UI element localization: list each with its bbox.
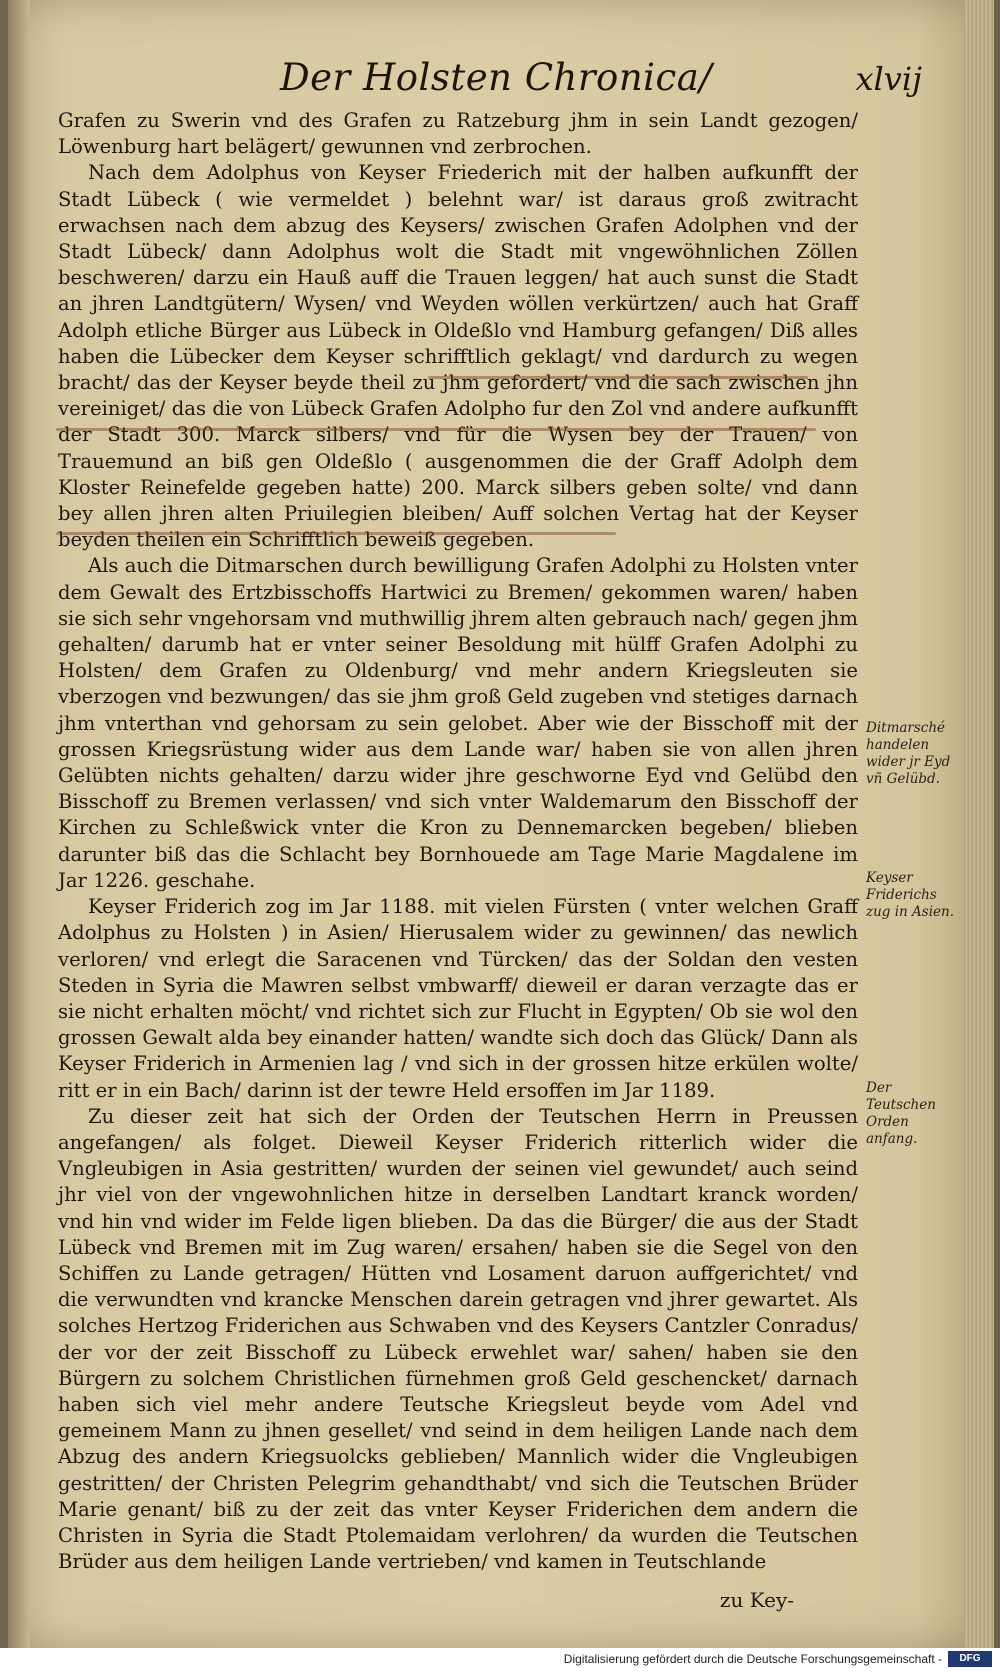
page-header [8,38,994,98]
ink-underline [56,428,816,431]
paragraph: Keyser Friderich zog im Jar 1188. mit vielen Fürsten ( vnter welchen Graff Adolphus zu Holsten ) in Asien/ Hierusalem wider zu gewinnen/ das newlich verloren/ vnd erlegt die Saracenen vnd Türcken/ das der Soldan den vesten Steden in Syria die Mawren selbst vmbwarff/ dieweil er daran verzagte das er sie nicht erhalten möcht/ vnd richtet sich zur Flucht in Egypten/ Ob sie wol den grossen Gewalt alda bey einander hatten/ wandte sich doch das Glück/ Dann als Keyser Friderich in Armenien lag / vnd sich in der grossen hitze erkülen wolte/ ritt er in ein Bach/ darinn ist der tewre Held ersoffen im Jar 1189. [58,895,858,1102]
page-gutter [8,0,30,1648]
paragraph: Grafen zu Swerin vnd des Grafen zu Ratzeburg jhm in sein Landt gezogen/ Löwenburg hart belägert/ gewunnen vnd zerbrochen. [58,109,858,159]
running-title: Der Holsten Chronica/ [280,56,713,99]
page-edges [964,0,994,1648]
dfg-logo: DFG [948,1651,992,1667]
ink-underline [56,532,616,535]
margin-note-kaiser-zug: Keyser Friderichs zug in Asien. [866,870,955,920]
paragraph: Als auch die Ditmarschen durch bewilligung Grafen Adolphi zu Holsten vnter dem Gewalt des Ertzbisschoffs Hartwici zu Bremen/ gekommen waren/ haben sie sich sehr vngehorsam vnd muthwillig jhrem alten gebrauch nach/ gegen jhm gehalten/ darumb hat er vnter seiner Besoldung mit hülff Grafen Adolphi zu Holsten/ dem Grafen zu Oldenburg/ vnd mehr andern Kriegsleuten sie vberzogen vnd bezwungen/ das sie jhm groß Geld zugeben vnd stetiges darnach jhm vnterthan vnd gehorsam zu sein gelobet. Aber wie der Bisschoff mit der grossen Kriegsrüstung wider aus dem Lande war/ haben sie von allen jhren Gelübten nichts gehalten/ darzu wider jhre geschworne Eyd vnd Gelübd den Bisschoff zu Bremen verlassen/ vnd sich vnter Waldemarum den Bisschoff der Kirchen zu Schleßwick vnter die Kron zu Dennemarcken begeben/ blieben darunter biß das die Schlacht bey Bornhouede am Tage Marie Magdalene im Jar 1226. geschahe. [58,554,858,892]
paragraph: Zu dieser zeit hat sich der Orden der Teutschen Herrn in Preussen angefangen/ als folget. Dieweil Keyser Friderich ritterlich wider die Vngleubigen in Asia gestritten/ wurden der seinen viel gewundet/ auch seind jhr viel von der vngewohnlichen hitze in derselben Landtart kranck worden/ vnd hin vnd wider im Felde ligen blieben. Da das die Bürger/ die aus der Stadt Lübeck vnd Bremen mit im Zug waren/ ersahen/ haben sie die Segel von den Schiffen zu Lande getragen/ Hütten vnd Losament daruon auffgerichtet/ vnd die verwundten vnd krancke Menschen darein getragen vnd jhrer gewartet. Als solches Hertzog Friderichen aus Schwaben vnd des Keysers Cantzler Conradus/ der vor der zeit Bisschoff zu Lübeck erwehlet war/ sahen/ haben sie den Bürgern zu solchem Christlichen fürnehmen groß Geld geschencket/ darnach haben sich viel mehr andere Teutsche Kriegsleut beyde vom Adel vnd gemeinem Mann zu jhnen gesellet/ vnd seind in dem heiligen Lande nach dem Abzug des andern Kriegsuolcks geblieben/ Mannlich wider die Vngleubigen gestritten/ der Christen Pelegrim gehandthabt/ vnd sich die Teutschen Brüder Marie genant/ biß zu der zeit das vnter Keyser Friderichen dem andern die Christen in Syria die Stadt Ptolemaidam verlohren/ da wurden die Teutschen Brüder aus dem heiligen Lande vertrieben/ vnd kamen in Teutschlande [58,1104,858,1574]
footer-bar [0,1648,1000,1672]
margin-note-ditmarschen: Ditmarsché handelen wider jr Eyd vñ Gelübd. [866,720,951,787]
ink-underline [428,376,808,379]
body-text [58,108,858,1575]
funding-credit: Digitalisierung gefördert durch die Deutsche Forschungsgemeinschaft - [563,1652,942,1666]
folio-number: xlvij [855,60,922,98]
paragraph: Nach dem Adolphus von Keyser Friederich mit der halben aufkunfft der Stadt Lübeck ( wie vermeldet ) belehnt war/ ist daraus groß zwitracht erwachsen nach dem abzug des Keysers/ zwischen Grafen Adolphen vnd der Stadt Lübeck/ dann Adolphus wolt die Stadt mit vngewöhnlichen Zöllen beschweren/ darzu ein Hauß auff die Trauen leggen/ hat auch sunst die Stadt an jhren Landtgütern/ Wysen/ vnd Weyden wöllen verkürtzen/ auch hat Graff Adolph etliche Bürger aus Lübeck in Oldeßlo vnd Hamburg gefangen/ Diß alles haben die Lübecker dem Keyser schrifftlich geklagt/ vnd dardurch zu wegen bracht/ das der Keyser beyde theil zu jhm gefordert/ vnd die sach zwischen jhn vereiniget/ das die von Lübeck Grafen Adolpho fur den Zol vnd andere aufkunfft der Stadt 300. Marck silbers/ vnd für die Wysen bey der Trauen/ von Trauemund an biß gen Oldeßlo ( ausgenommen die der Graff Adolph dem Kloster Reinefelde gegeben hatte) 200. Marck silbers geben solte/ vnd dann bey allen jhren alten Priuilegien bleiben/ Auff solchen Vertag hat der Keyser beyden theilen ein Schrifftlich beweiß gegeben. [58,161,858,552]
catchword: zu Key- [719,1588,794,1612]
book-page [8,0,994,1648]
margin-note-orden: Der Teutschen Orden anfang. [866,1080,936,1147]
